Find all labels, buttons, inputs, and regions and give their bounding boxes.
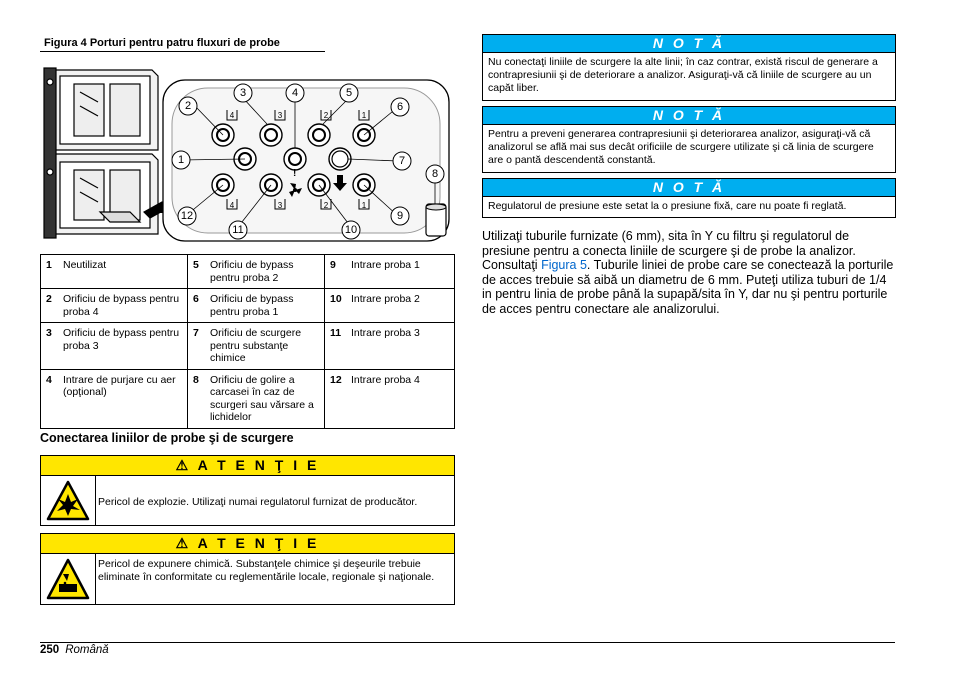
legend-text: Orificiu de bypass pentru proba 3 — [58, 323, 188, 370]
legend-text: Orificiu de scurgere pentru substanţe chimice — [205, 323, 325, 370]
footer-language: Română — [65, 644, 109, 656]
body-paragraph — [482, 229, 894, 317]
page-footer — [40, 644, 109, 656]
figure-5-link[interactable]: Figura 5 — [541, 258, 587, 273]
paragraph-text: . Tuburile liniei de probe care se conectează la porturile de acces trebuie să aibă un diametru de 6 mm. Puteţi utiliza tuburi de 1/4 in pentru linia de probe până la supapă/sita în Y, dar nu şi pentru porturile de acces pentru conectare ale analizorului. — [482, 258, 894, 316]
figure-title: Figura 4 Porturi pentru patru fluxuri de probe — [44, 37, 280, 49]
legend-number: 8 — [188, 369, 206, 428]
port-label: 2 — [323, 201, 329, 210]
port-label: 3 — [277, 111, 283, 120]
legend-text: Intrare proba 1 — [346, 255, 455, 289]
port-label: 4 — [229, 111, 235, 120]
legend-text: Orificiu de bypass pentru proba 2 — [205, 255, 325, 289]
note-text: Regulatorul de presiune este setat la o presiune fixă, care nu poate fi reglată. — [482, 197, 896, 218]
legend-number: 7 — [188, 323, 206, 370]
note-header: N O T Ă — [482, 178, 896, 197]
callout-12: 12 — [180, 210, 194, 222]
callout-2: 2 — [184, 100, 192, 112]
warning-header — [40, 533, 455, 554]
warning-body — [40, 554, 455, 605]
note-header: N O T Ă — [482, 106, 896, 125]
callout-9: 9 — [396, 210, 404, 222]
legend-number: 1 — [41, 255, 59, 289]
legend-text: Neutilizat — [58, 255, 188, 289]
table-row — [41, 255, 455, 289]
port-label: 1 — [361, 201, 367, 210]
warning-triangle-icon: ⚠ — [175, 535, 192, 551]
legend-text: Intrare proba 4 — [346, 369, 455, 428]
legend-number: 2 — [41, 289, 59, 323]
warning-body — [40, 476, 455, 526]
callout-11: 11 — [232, 224, 244, 236]
warning-triangle-icon: ⚠ — [175, 457, 192, 473]
page-number: 250 — [40, 644, 60, 656]
port-label: 4 — [229, 201, 235, 210]
legend-number: 4 — [41, 369, 59, 428]
table-row — [41, 323, 455, 370]
callout-7: 7 — [398, 155, 406, 167]
table-row — [41, 369, 455, 428]
callout-5: 5 — [345, 87, 353, 99]
legend-number: 6 — [188, 289, 206, 323]
legend-text: Intrare proba 3 — [346, 323, 455, 370]
legend-number: 12 — [325, 369, 347, 428]
warning-text: Pericol de explozie. Utilizaţi numai regulatorul furnizat de producător. — [98, 496, 418, 508]
drain-fitting-drawing — [426, 204, 446, 236]
chemical-hazard-icon — [41, 554, 96, 604]
section-title: Conectarea liniilor de probe şi de scurgere — [40, 431, 294, 445]
figure-legend-table — [40, 254, 455, 429]
legend-number: 10 — [325, 289, 347, 323]
legend-text: Orificiu de bypass pentru proba 4 — [58, 289, 188, 323]
figure-title-rule — [40, 51, 325, 52]
note-header: N O T Ă — [482, 34, 896, 53]
callout-1: 1 — [177, 154, 185, 166]
note-text: Nu conectaţi liniile de scurgere la alte linii; în caz contrar, există riscul de generare a contrapresiunii şi de deteriorare a analizor. Asiguraţi-vă că liniile de scurgere au un capăt liber. — [482, 53, 896, 101]
legend-number: 11 — [325, 323, 347, 370]
callout-4: 4 — [291, 87, 299, 99]
ports-figure — [40, 62, 455, 247]
drain-warning-mark: ! — [293, 168, 297, 179]
legend-number: 5 — [188, 255, 206, 289]
legend-text: Orificiu de golire a carcasei în caz de scurgeri sau vărsare a lichidelor — [205, 369, 325, 428]
legend-text: Intrare de purjare cu aer (opţional) — [58, 369, 188, 428]
port-label: 1 — [361, 111, 367, 120]
warning-label: A T E N Ţ I E — [197, 457, 320, 473]
paragraph-text: Utilizaţi tuburile furnizate (6 mm), sita în Y cu filtru şi regulatorul de presiune pentru a conecta liniile de scurgere şi de probe la analizor. Consultaţi — [482, 229, 856, 273]
explosion-icon — [41, 476, 96, 525]
warning-text: Pericol de expunere chimică. Substanţele chimice şi deşeurile trebuie eliminate în conformitate cu reglementările locale, regionale şi naţionale. — [98, 558, 435, 583]
legend-text: Intrare proba 2 — [346, 289, 455, 323]
legend-number: 3 — [41, 323, 59, 370]
legend-text: Orificiu de bypass pentru proba 1 — [205, 289, 325, 323]
callout-6: 6 — [396, 101, 404, 113]
legend-number: 9 — [325, 255, 347, 289]
port-label: 3 — [277, 201, 283, 210]
callout-10: 10 — [344, 224, 358, 236]
callout-8: 8 — [431, 168, 439, 180]
warning-label: A T E N Ţ I E — [197, 535, 320, 551]
port-label: 2 — [323, 111, 329, 120]
table-row — [41, 289, 455, 323]
warning-header — [40, 455, 455, 476]
note-text: Pentru a preveni generarea contrapresiunii şi deteriorarea analizor, asiguraţi-vă că analizorul se află mai sus decât orificiile de scurgere utilizate şi că linia de scurgere are o pantă descendentă constantă. — [482, 125, 896, 173]
analyzer-enclosure-drawing — [44, 68, 168, 238]
footer-rule — [40, 642, 895, 643]
callout-3: 3 — [239, 87, 247, 99]
